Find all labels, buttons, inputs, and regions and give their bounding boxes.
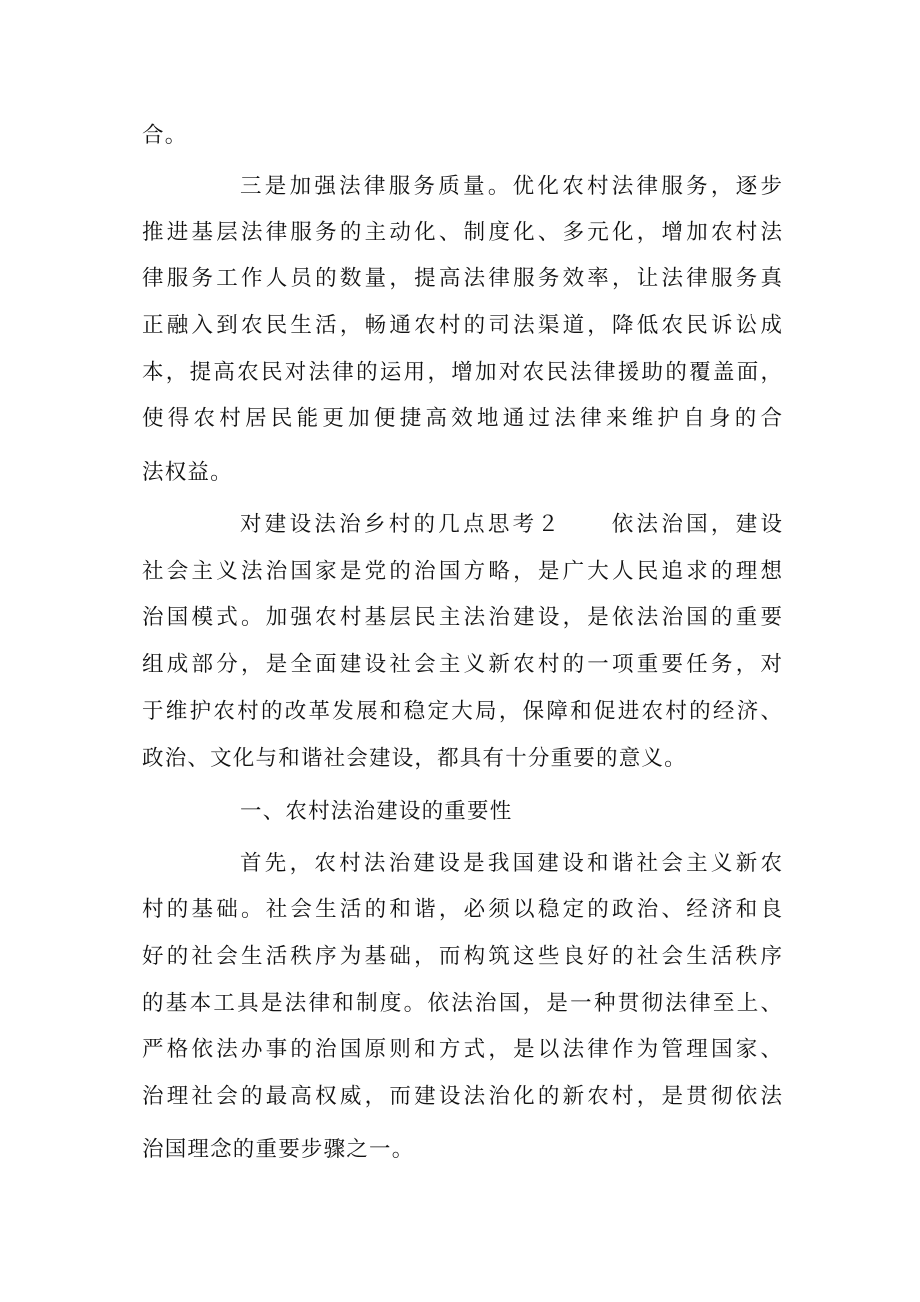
text-line: 本，提高农民对法律的运用，增加对农民法律援助的覆盖面， (142, 360, 782, 385)
text-line: 治国模式。加强农村基层民主法治建设，是依法治国的重要 (142, 605, 782, 630)
text-line: 律服务工作人员的数量，提高法律服务效率，让法律服务真 (142, 266, 782, 291)
section-heading: 一、农村法治建设的重要性 (240, 799, 513, 824)
text-line: 村的基础。社会生活的和谐，必须以稳定的政治、经济和良 (142, 897, 782, 922)
text-line: 严格依法办事的治国原则和方式，是以法律作为管理国家、 (142, 1037, 782, 1062)
text-line: 好的社会生活秩序为基础，而构筑这些良好的社会生活秩序 (142, 944, 782, 969)
text-line: 对建设法治乡村的几点思考２ 依法治国，建设 (240, 512, 782, 537)
text-line: 组成部分，是全面建设社会主义新农村的一项重要任务，对 (142, 652, 782, 677)
text-line: 于维护农村的改革发展和稳定大局，保障和促进农村的经济、 (142, 699, 782, 724)
text-line: 合。 (142, 123, 188, 148)
text-line: 首先，农村法治建设是我国建设和谐社会主义新农 (240, 851, 782, 876)
text-line: 法权益。 (142, 460, 233, 485)
text-line: 使得农村居民能更加便捷高效地通过法律来维护自身的合 (142, 406, 782, 431)
text-line: 社会主义法治国家是党的治国方略，是广大人民追求的理想 (142, 559, 782, 584)
text-line: 的基本工具是法律和制度。依法治国，是一种贯彻法律至上、 (142, 991, 782, 1016)
text-line: 治国理念的重要步骤之一。 (142, 1137, 415, 1162)
text-line: 政治、文化与和谐社会建设，都具有十分重要的意义。 (142, 746, 687, 771)
text-line: 推进基层法律服务的主动化、制度化、多元化，增加农村法 (142, 220, 782, 245)
text-line: 正融入到农民生活，畅通农村的司法渠道，降低农民诉讼成 (142, 313, 782, 338)
text-line: 三是加强法律服务质量。优化农村法律服务，逐步 (240, 174, 782, 199)
text-line: 治理社会的最高权威，而建设法治化的新农村，是贯彻依法 (142, 1084, 782, 1109)
